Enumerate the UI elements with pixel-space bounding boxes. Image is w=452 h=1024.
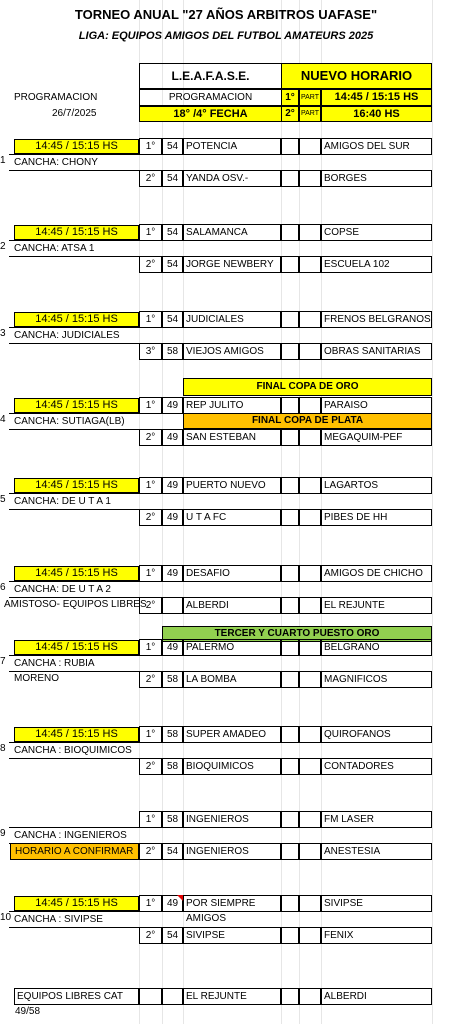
libres-team-2: ALBERDI (321, 988, 432, 1005)
away-team-cell: ESCUELA 102 (321, 256, 432, 273)
away-team-cell: PIBES DE HH (321, 509, 432, 526)
programacion-left: PROGRAMACION (14, 92, 98, 103)
field-name: CANCHA: JUDICIALES (9, 327, 139, 344)
fecha-box: 18° /4° FECHA (139, 106, 282, 122)
away-team-cell: EL REJUNTE (321, 597, 432, 614)
away-team-cell: OBRAS SANITARIAS (321, 343, 432, 360)
category-cell: 58 (162, 811, 183, 828)
score-cell-home (281, 397, 299, 414)
field-number: 1 (0, 155, 6, 166)
division-cell: 2° (139, 170, 162, 187)
score-cell-away (299, 509, 321, 526)
field-number: 2 (0, 241, 6, 252)
score-cell-away (299, 138, 321, 155)
score-cell-home (281, 170, 299, 187)
division-cell: 3° (139, 343, 162, 360)
category-cell (162, 597, 183, 614)
field-number: 9 (0, 828, 6, 839)
banner-copa-plata: FINAL COPA DE PLATA (183, 413, 432, 429)
home-team-cell: POTENCIA (183, 138, 281, 155)
score-cell-away (299, 639, 321, 656)
field-name: CANCHA: CHONY (9, 154, 139, 171)
org-box (139, 63, 282, 89)
score-cell-home (281, 726, 299, 743)
home-team-cell: REP JULITO (183, 397, 281, 414)
home-team-cell: SAN ESTEBAN (183, 429, 281, 446)
banner-tercer-cuarto: TERCER Y CUARTO PUESTO ORO (162, 626, 432, 642)
part2-num: 2° (281, 106, 299, 122)
score-cell-home (281, 927, 299, 944)
category-cell: 49 (162, 565, 183, 582)
field-name: CANCHA: DE U T A 2 (9, 581, 139, 598)
score-cell-away (299, 343, 321, 360)
match-time-box: 14:45 / 15:15 HS (14, 312, 139, 327)
category-cell: 58 (162, 343, 183, 360)
home-team-cell: VIEJOS AMIGOS (183, 343, 281, 360)
away-team-cell: ANESTESIA (321, 843, 432, 860)
score-cell-away (299, 170, 321, 187)
libres-gap-3 (281, 988, 299, 1005)
score-cell-home (281, 597, 299, 614)
home-team-cell: SALAMANCA (183, 224, 281, 241)
comment-marker-icon (177, 895, 183, 901)
category-cell: 54 (162, 170, 183, 187)
category-cell: 54 (162, 224, 183, 241)
part1-label: PART (299, 89, 321, 106)
libres-gap-2 (162, 988, 183, 1005)
home-team-cell: U T A FC (183, 509, 281, 526)
away-team-cell: MEGAQUIM-PEF (321, 429, 432, 446)
new-schedule-label: NUEVO HORARIO (300, 68, 413, 83)
division-cell: 2° (139, 597, 162, 614)
home-team-cell: JORGE NEWBERY (183, 256, 281, 273)
score-cell-home (281, 758, 299, 775)
score-cell-home (281, 343, 299, 360)
home-team-cell: SIVIPSE (183, 927, 281, 944)
home-team-cell: INGENIEROS (183, 811, 281, 828)
category-cell: 54 (162, 311, 183, 328)
score-cell-away (299, 843, 321, 860)
field-name: CANCHA : RUBIA MORENO (9, 655, 139, 672)
away-team-cell: PARAISO (321, 397, 432, 414)
page-subtitle: LIGA: EQUIPOS AMIGOS DEL FUTBOL AMATEURS 2025 (78, 30, 374, 42)
match-time-box: 14:45 / 15:15 HS (14, 139, 139, 154)
score-cell-away (299, 565, 321, 582)
time-to-confirm: HORARIO A CONFIRMAR (10, 843, 139, 860)
match-time-box: 14:45 / 15:15 HS (14, 566, 139, 581)
libres-gap-1 (139, 988, 162, 1005)
match-time-box: 14:45 / 15:15 HS (14, 478, 139, 493)
home-team-cell: BIOQUIMICOS (183, 758, 281, 775)
field-number: 4 (0, 414, 6, 425)
category-cell: 58 (162, 671, 183, 688)
division-cell: 1° (139, 565, 162, 582)
away-team-cell: SIVIPSE (321, 895, 432, 912)
score-cell-home (281, 138, 299, 155)
home-team-cell: POR SIEMPRE AMIGOS (183, 895, 281, 912)
programacion-mid: PROGRAMACION (139, 89, 282, 106)
away-team-cell: COPSE (321, 224, 432, 241)
match-time-box: 14:45 / 15:15 HS (14, 398, 139, 413)
field-number: 5 (0, 494, 6, 505)
home-team-cell: DESAFIO (183, 565, 281, 582)
category-cell: 49 (162, 429, 183, 446)
banner-copa-oro: FINAL COPA DE ORO (183, 378, 432, 396)
field-name: CANCHA : SIVIPSE (9, 911, 139, 928)
score-cell-home (281, 639, 299, 656)
division-cell: 1° (139, 477, 162, 494)
away-team-cell: MAGNIFICOS (321, 671, 432, 688)
category-cell: 49 (162, 895, 183, 912)
score-cell-away (299, 927, 321, 944)
part1-num: 1° (281, 89, 299, 106)
part2-time: 16:40 HS (321, 106, 432, 122)
score-cell-away (299, 311, 321, 328)
field-name: CANCHA : BIOQUIMICOS (9, 742, 139, 759)
home-team-cell: INGENIEROS (183, 843, 281, 860)
category-cell: 54 (162, 927, 183, 944)
match-time-box: 14:45 / 15:15 HS (14, 640, 139, 655)
away-team-cell: BORGES (321, 170, 432, 187)
division-cell: 1° (139, 726, 162, 743)
away-team-cell: FRENOS BELGRANOS (321, 311, 432, 328)
libres-label-cell: EQUIPOS LIBRES CAT 49/58 (14, 988, 139, 1005)
away-team-cell: CONTADORES (321, 758, 432, 775)
category-cell: 49 (162, 397, 183, 414)
score-cell-away (299, 726, 321, 743)
field-number: 10 (0, 912, 12, 923)
score-cell-home (281, 843, 299, 860)
division-cell: 2° (139, 429, 162, 446)
score-cell-away (299, 671, 321, 688)
field-number: 6 (0, 582, 6, 593)
score-cell-home (281, 811, 299, 828)
division-cell: 1° (139, 895, 162, 912)
away-team-cell: QUIROFANOS (321, 726, 432, 743)
score-cell-away (299, 597, 321, 614)
part1-time: 14:45 / 15:15 HS (321, 89, 432, 106)
score-cell-home (281, 224, 299, 241)
home-team-cell: LA BOMBA (183, 671, 281, 688)
category-cell: 54 (162, 256, 183, 273)
score-cell-home (281, 509, 299, 526)
score-cell-home (281, 311, 299, 328)
division-cell: 1° (139, 138, 162, 155)
away-team-cell: FM LASER (321, 811, 432, 828)
score-cell-home (281, 477, 299, 494)
home-team-cell: PALERMO (183, 639, 281, 656)
match-time-box: 14:45 / 15:15 HS (14, 896, 139, 911)
home-team-cell: ALBERDI (183, 597, 281, 614)
new-schedule-box (281, 63, 432, 89)
category-cell: 49 (162, 639, 183, 656)
field-name: CANCHA: DE U T A 1 (9, 493, 139, 510)
home-team-cell: PUERTO NUEVO (183, 477, 281, 494)
part2-label: PART (299, 106, 321, 122)
division-cell: 2° (139, 509, 162, 526)
away-team-cell: FENIX (321, 927, 432, 944)
org-name: L.E.A.F.A.S.E. (171, 69, 250, 83)
score-cell-home (281, 565, 299, 582)
category-cell: 49 (162, 509, 183, 526)
score-cell-away (299, 429, 321, 446)
page-title: TORNEO ANUAL "27 AÑOS ARBITROS UAFASE" (74, 7, 378, 22)
category-cell: 49 (162, 477, 183, 494)
match-time-box: 14:45 / 15:15 HS (14, 225, 139, 240)
score-cell-away (299, 397, 321, 414)
score-cell-home (281, 671, 299, 688)
category-cell: 54 (162, 138, 183, 155)
away-team-cell: AMIGOS DEL SUR (321, 138, 432, 155)
division-cell: 1° (139, 224, 162, 241)
division-cell: 2° (139, 927, 162, 944)
division-cell: 2° (139, 256, 162, 273)
away-team-cell: BELGRANO (321, 639, 432, 656)
field-number: 3 (0, 328, 6, 339)
field-name: CANCHA: SUTIAGA(LB) (9, 413, 139, 430)
division-cell: 1° (139, 311, 162, 328)
away-team-cell: AMIGOS DE CHICHO (321, 565, 432, 582)
score-cell-home (281, 429, 299, 446)
home-team-cell: YANDA OSV.- (183, 170, 281, 187)
score-cell-away (299, 758, 321, 775)
division-cell: 1° (139, 397, 162, 414)
division-cell: 2° (139, 671, 162, 688)
libres-team-1: EL REJUNTE (183, 988, 281, 1005)
field-name: CANCHA : INGENIEROS (9, 827, 139, 844)
field-number: 7 (0, 656, 6, 667)
category-cell: 58 (162, 726, 183, 743)
category-cell: 58 (162, 758, 183, 775)
score-cell-away (299, 811, 321, 828)
match-time-box: 14:45 / 15:15 HS (14, 727, 139, 742)
libres-gap-4 (299, 988, 321, 1005)
score-cell-away (299, 477, 321, 494)
score-cell-away (299, 895, 321, 912)
score-cell-away (299, 256, 321, 273)
home-team-cell: SUPER AMADEO (183, 726, 281, 743)
schedule-date: 26/7/2025 (52, 108, 97, 119)
field-name: CANCHA: ATSA 1 (9, 240, 139, 257)
category-cell: 54 (162, 843, 183, 860)
score-cell-home (281, 256, 299, 273)
division-cell: 1° (139, 811, 162, 828)
division-cell: 2° (139, 758, 162, 775)
field-number: 8 (0, 743, 6, 754)
division-cell: 2° (139, 843, 162, 860)
friendly-note: AMISTOSO- EQUIPOS LIBRES (4, 599, 147, 610)
score-cell-home (281, 895, 299, 912)
home-team-cell: JUDICIALES (183, 311, 281, 328)
division-cell: 1° (139, 639, 162, 656)
away-team-cell: LAGARTOS (321, 477, 432, 494)
score-cell-away (299, 224, 321, 241)
